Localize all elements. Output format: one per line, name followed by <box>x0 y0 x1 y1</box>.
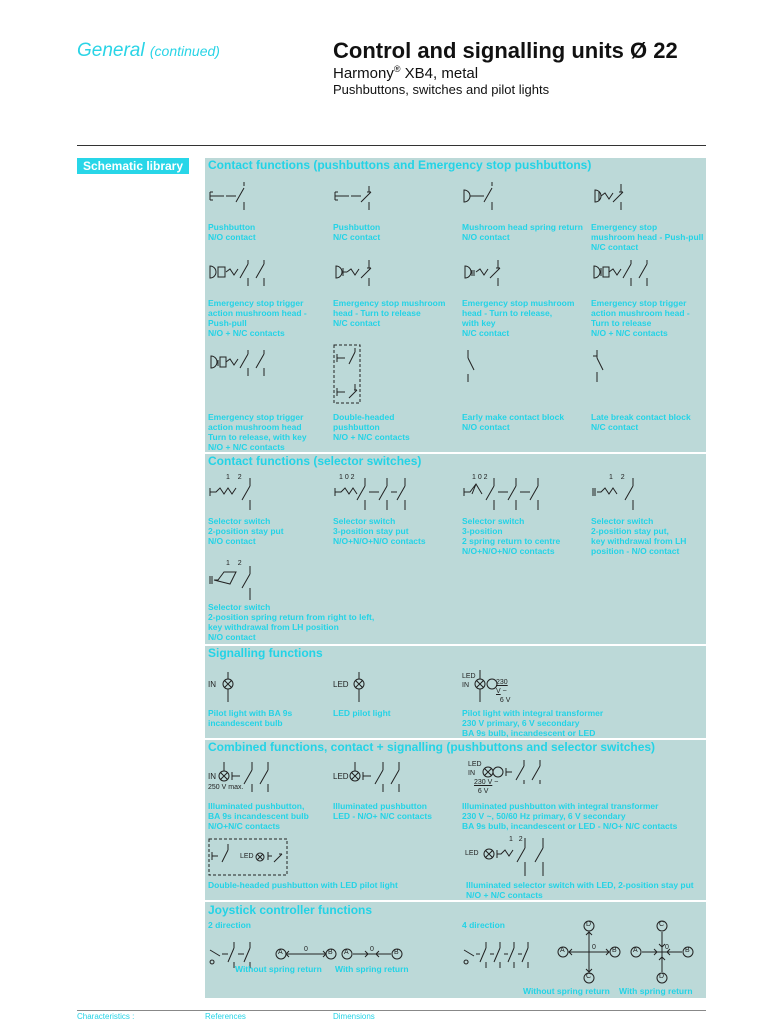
led-label: LED <box>465 850 479 857</box>
caption-mushroom-spring: Mushroom head spring return N/O contact <box>462 222 583 242</box>
symbol-estop-turn <box>333 256 393 286</box>
voltage-label: 250 V max. <box>208 784 244 791</box>
caption-estop-trigger-turn: Emergency stop trigger action mushroom head - Turn to release N/O + N/C contacts <box>591 298 690 338</box>
caption-pilot-transformer: Pilot light with integral transformer 230 V primary, 6 V secondary BA 9s bulb, incandescent or LED <box>462 708 604 738</box>
section-heading-contact-push: Contact functions (pushbuttons and Emergency stop pushbuttons) <box>208 158 592 172</box>
position-labels: 1 2 <box>226 560 242 567</box>
section-heading-combined: Combined functions, contact + signalling (pushbuttons and selector switches) <box>208 740 656 754</box>
in-label: IN <box>208 680 216 689</box>
symbol-selector-3pos <box>333 474 413 510</box>
led-label: LED <box>333 772 349 781</box>
diagram-4dir-no-spring: A B C D 0 <box>557 920 621 984</box>
symbol-illuminated-transformer <box>462 758 562 795</box>
position-labels: 1 0 2 <box>472 474 488 481</box>
diagram-4dir-spring: A B D C 0 <box>630 920 694 984</box>
symbol-pushbutton-nc <box>333 180 383 210</box>
caption-late-break: Late break contact block N/C contact <box>591 412 691 432</box>
caption-4dir-without-spring: Without spring return <box>523 986 610 996</box>
symbol-estop-trigger-turn <box>591 256 661 286</box>
in-label: IN <box>208 772 216 781</box>
page-subtitle: Pushbuttons, switches and pilot lights <box>333 82 550 97</box>
led-in-label: LED IN <box>468 761 482 777</box>
symbol-estop-trigger-pushpull <box>208 256 278 286</box>
symbol-joystick-4dir <box>462 938 562 968</box>
symbol-late-break <box>591 348 621 382</box>
footer-references-link[interactable]: References <box>205 1012 246 1021</box>
footer-dimensions-link[interactable]: Dimensions <box>333 1012 375 1021</box>
symbol-estop-trigger-turn-key <box>208 346 278 376</box>
caption-pushbutton-nc: Pushbutton N/C contact <box>333 222 381 242</box>
caption-selector-3pos-spring: Selector switch 3-position 2 spring return to centre N/O+N/O+N/O contacts <box>462 516 561 556</box>
symbol-pushbutton-no <box>208 180 258 210</box>
voltage-label: 230 V ~ 6 V <box>496 679 511 704</box>
symbol-selector-2pos <box>208 474 268 510</box>
caption-estop-trigger-pushpull: Emergency stop trigger action mushroom head - Push-pull N/O + N/C contacts <box>208 298 307 338</box>
caption-4dir-with-spring: With spring return <box>619 986 693 996</box>
symbol-selector-2pos-key <box>591 474 651 510</box>
symbol-selector-2pos-spring-key <box>208 560 268 600</box>
position-labels: 1 2 <box>509 836 523 843</box>
caption-estop-turn: Emergency stop mushroom head - Turn to release N/C contact <box>333 298 446 328</box>
caption-early-make: Early make contact block N/O contact <box>462 412 565 432</box>
caption-selector-3pos: Selector switch 3-position stay put N/O+N/O+N/O contacts <box>333 516 426 546</box>
caption-illuminated-pushbutton-led: Illuminated pushbutton LED - N/O+ N/C contacts <box>333 801 432 821</box>
caption-estop-trigger-turn-key: Emergency stop trigger action mushroom head Turn to release, with key N/O + N/C contacts <box>208 412 307 452</box>
section-heading-signalling: Signalling functions <box>208 646 323 660</box>
symbol-illuminated-pushbutton-led <box>333 758 419 792</box>
caption-estop-turn-key: Emergency stop mushroom head - Turn to release, with key N/C contact <box>462 298 575 338</box>
diagram-2dir-spring: A 0 B <box>341 944 405 964</box>
caption-double-headed-led: Double-headed pushbutton with LED pilot light <box>208 880 398 890</box>
position-labels: 1 0 2 <box>339 474 355 481</box>
caption-led-pilot: LED pilot light <box>333 708 391 718</box>
caption-double-headed: Double-headed pushbutton N/O + N/C contacts <box>333 412 410 442</box>
led-label: LED <box>240 853 254 860</box>
symbol-estop-turn-key <box>462 256 522 286</box>
symbol-early-make <box>462 348 492 382</box>
footer-divider <box>77 1010 706 1011</box>
schematic-library-tag: Schematic library <box>77 158 189 174</box>
symbol-pilot-incandescent <box>208 672 258 702</box>
voltage-label: 230 V ~ 6 V <box>474 779 499 795</box>
schematic-panel <box>205 158 706 998</box>
diagram-2dir-no-spring: A 0 B <box>275 944 339 964</box>
page-title: Control and signalling units Ø 22 <box>333 38 678 63</box>
symbol-pilot-transformer <box>462 668 514 702</box>
caption-selector-2pos: Selector switch 2-position stay put N/O contact <box>208 516 284 546</box>
symbol-mushroom-spring <box>462 180 512 210</box>
position-labels: 1 2 <box>226 474 242 481</box>
symbol-illuminated-selector <box>465 836 573 876</box>
led-in-label: LED IN <box>462 673 476 689</box>
caption-estop-pushpull: Emergency stop mushroom head - Push-pull N/C contact <box>591 222 704 252</box>
symbol-estop-pushpull <box>591 180 641 210</box>
caption-pilot-incandescent: Pilot light with BA 9s incandescent bulb <box>208 708 293 728</box>
caption-illuminated-selector: Illuminated selector switch with LED, 2-position stay put N/O + N/C contacts <box>466 880 694 900</box>
symbol-illuminated-pushbutton <box>208 758 288 792</box>
section-heading-joystick: Joystick controller functions <box>208 903 373 917</box>
product-name: Harmony® XB4, metal <box>333 64 479 82</box>
header-divider <box>77 145 706 146</box>
section-divider <box>205 900 706 902</box>
symbol-double-headed <box>333 344 373 406</box>
caption-illuminated-pushbutton: Illuminated pushbutton, BA 9s incandescent bulb N/O+N/C contacts <box>208 801 309 831</box>
led-label: LED <box>333 680 349 689</box>
caption-2dir-without-spring: Without spring return <box>235 964 322 974</box>
symbol-selector-3pos-spring <box>462 474 552 510</box>
caption-4-direction: 4 direction <box>462 920 505 930</box>
symbol-double-headed-led <box>208 838 288 878</box>
position-labels: 1 2 <box>609 474 625 481</box>
caption-illuminated-transformer: Illuminated pushbutton with integral transformer 230 V ~, 50/60 Hz primary, 6 V secondary BA 9s bulb, incandescent or LED - N/O+ N/C contacts <box>462 801 678 831</box>
section-heading-contact-selector: Contact functions (selector switches) <box>208 454 422 468</box>
caption-2dir-with-spring: With spring return <box>335 964 409 974</box>
footer-characteristics-link[interactable]: Characteristics : <box>77 1012 135 1021</box>
section-subtitle: (continued) <box>149 43 220 59</box>
caption-2-direction: 2 direction <box>208 920 251 930</box>
caption-selector-2pos-spring-key: Selector switch 2-position spring return from right to left, key withdrawal from LH position N/O contact <box>208 602 375 642</box>
section-title: General (continued) <box>77 40 220 61</box>
symbol-led-pilot <box>333 672 389 702</box>
caption-pushbutton-no: Pushbutton N/O contact <box>208 222 256 242</box>
caption-selector-2pos-key: Selector switch 2-position stay put, key withdrawal from LH position - N/O contact <box>591 516 687 556</box>
